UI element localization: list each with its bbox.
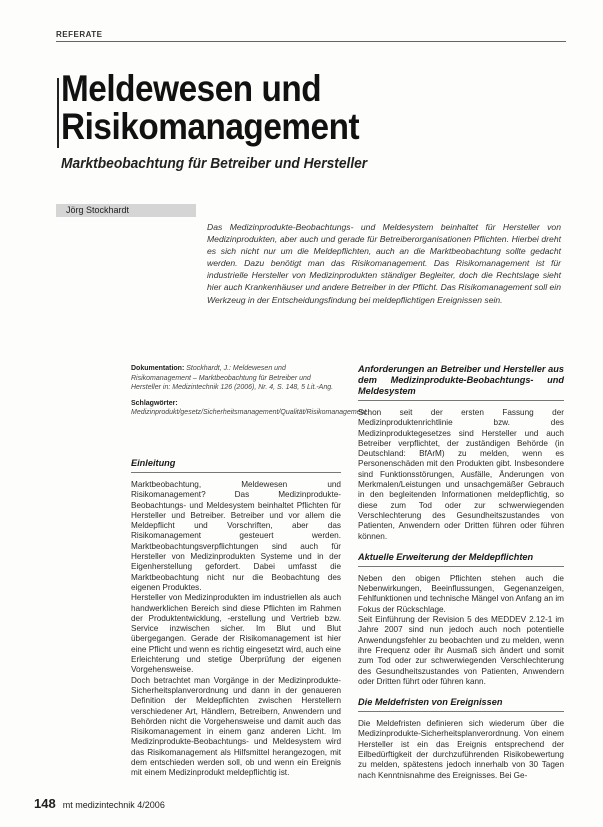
paragraph: Hersteller von Medizinprodukten im industriellen als auch handwerklichen Bereich sind diese Pflichten im Rahmen der Produktentwicklung, -erstellung und Vertrieb bzw. Service inzwischen sicher. Im Blut und Blut übergegangen. Gerade der Risikomanagement ist hier eine Pflicht und wenn es richtig eingesetzt wird, auch eine Erleichterung und stetige Überprüfung der eigenen Vorgehensweise. [131,593,341,675]
header-divider [56,41,566,42]
documentation-text: Stockhardt, J.: Meldewesen und Risikomanagement – Marktbeobachtung für Betreiber und Hersteller in: Medizintechnik 126 (2006), Nr. 4, S. 148, 5 Lit.-Ang. [131,365,334,392]
article-title-line-2: Risikomanagement [61,106,360,147]
right-column [358,364,564,781]
page-footer [34,796,165,811]
keywords-entry [131,399,367,418]
documentation-entry [131,364,341,393]
paragraph: Die Meldefristen definieren sich wiederum über die Medizinprodukte-Sicherheitsplanverordnung. Von einem Hersteller ist ein das Ereignis entsprechend der Eilbedürftigkeit der durchzuführenden Risikobewertung zu melden, spätestens jedoch innerhalb von 30 Tagen nach Kenntnisnahme des Ereignisses. Bei Ge- [358,719,564,780]
paragraph: Neben den obigen Pflichten stehen auch die Nebenwirkungen, Beeinflussungen, Gegenanzeigen, Fehlfunktionen und technische Mängel von Anfang an im Fokus der Rückschlage. [358,573,564,614]
article-metadata [131,364,367,424]
article-subtitle: Marktbeobachtung für Betreiber und Hersteller [61,156,368,172]
heading-divider [358,400,564,401]
heading-divider [358,711,564,712]
section-heading-introduction: Einleitung [131,458,176,468]
section-heading-requirements: Anforderungen an Betreiber und Hersteller aus dem Medizinprodukte-Beobachtungs- und Meldesystem [358,364,564,396]
keywords-label: Schlagwörter: [131,399,178,407]
keywords-text: Medizinprodukt/gesetz/Sicherheitsmanagement/Qualität/Risikomanagement [131,409,367,417]
author-name: Jörg Stockhardt [66,205,130,215]
paragraph: Seit Einführung der Revision 5 des MEDDEV 2.12-1 im Jahre 2007 sind nun jedoch auch noch potentielle Anwendungsfehler zu beobachten und zu melden, wenn ihre Frequenz oder ihr Ausmaß sich ändert und somit zum Tod oder zur schwerwiegenden Verschlechterung des Gesundheitszustandes von Patienten, Anwendern oder Dritten führt oder führen kann. [358,615,564,686]
article-title-line-1: Meldewesen und [61,68,322,109]
heading-divider [131,472,341,473]
section-heading-deadlines: Die Meldefristen von Ereignissen [358,697,503,708]
section-heading-extension: Aktuelle Erweiterung der Meldepflichten [358,551,534,562]
title-accent-bar [57,78,59,148]
paragraph: Doch betrachtet man Vorgänge in der Medizinprodukte-Sicherheitsplanverordnung und dann in der genaueren Definition der Meldepflichten zwischen Herstellern verschiedener Art, Händlern, Betreibern, Anwendern und Behörden nicht die Vorgehensweise und damit auch das Risikomanagement in einem ganz anderen Licht. Im Medizinprodukte-Beobachtungs- und Meldesystem wird das Risikomanagement als Hilfsmittel herangezogen, mit dem entschieden werden soll, ob und wenn ein Ereignis mit einem Medizinprodukt meldepflichtig ist. [131,675,341,778]
paragraph: Schon seit der ersten Fassung der Medizinproduktenrichtlinie bzw. des Medizinproduktegesetzes sind Hersteller und auch Betreiber verpflichtet, der zuständigen Behörde (in Deutschland: BfArM) zu melden, wenn es Personenschäden mit den Produkten gibt. Insbesondere sind Funktionsstörungen, Ausfälle, Änderungen von Merkmalen/Leistungen und unsachgemäßer Gebrauch in den begleitenden Informationen meldepflichtig, so diese zum Tod oder zur schwerwiegenden Verschlechterung des Gesundheitszustandes von Patienten, Anwendern oder Dritten führen oder führen können. [358,408,564,541]
section-label: REFERATE [56,30,103,39]
heading-divider [358,566,564,567]
journal-reference: mt medizintechnik 4/2006 [62,800,165,810]
page-number: 148 [34,796,56,811]
documentation-label: Dokumentation: [131,365,185,372]
article-abstract: Das Medizinprodukte-Beobachtungs- und Meldesystem beinhaltet für Hersteller von Medizinprodukten, aber auch und gerade für Betreiberorganisationen Pflichten. Hierbei dreht es sich nicht nur um die Meldepflichten, auch an die Marktbeobachtung sollte gedacht werden. Dazu benötigt man das Risikomanagement. Das Risikomanagement ist für industrielle Hersteller von Medizinprodukten ständiger Begleiter, doch die Rechtslage sieht hier auch Krankenhäuser und andere Betreiber in der Pflicht. Das Risikomanagement soll ein Werkzeug in der Entscheidungsfindung bei meldepflichtigen Ereignissen sein. [207,222,561,305]
article-title [61,70,511,146]
left-column [131,458,341,779]
paragraph: Marktbeobachtung, Meldewesen und Risikomanagement? Das Medizinprodukte-Beobachtungs- und Meldesystem beinhaltet Pflichten für Hersteller und Betreiber. Betreiber und vor allem die Meldepflicht und Vorschriften, aber das Risikomanagement gesteuert werden. Marktbeobachtungsverpflichtungen sind auch für Hersteller von Medizinprodukten Systeme und in der Eigenherstellung gefordert. Dabei umfasst die Marktbeobachtung nicht nur die Beobachtung des eigenen Produktes. [131,480,341,592]
